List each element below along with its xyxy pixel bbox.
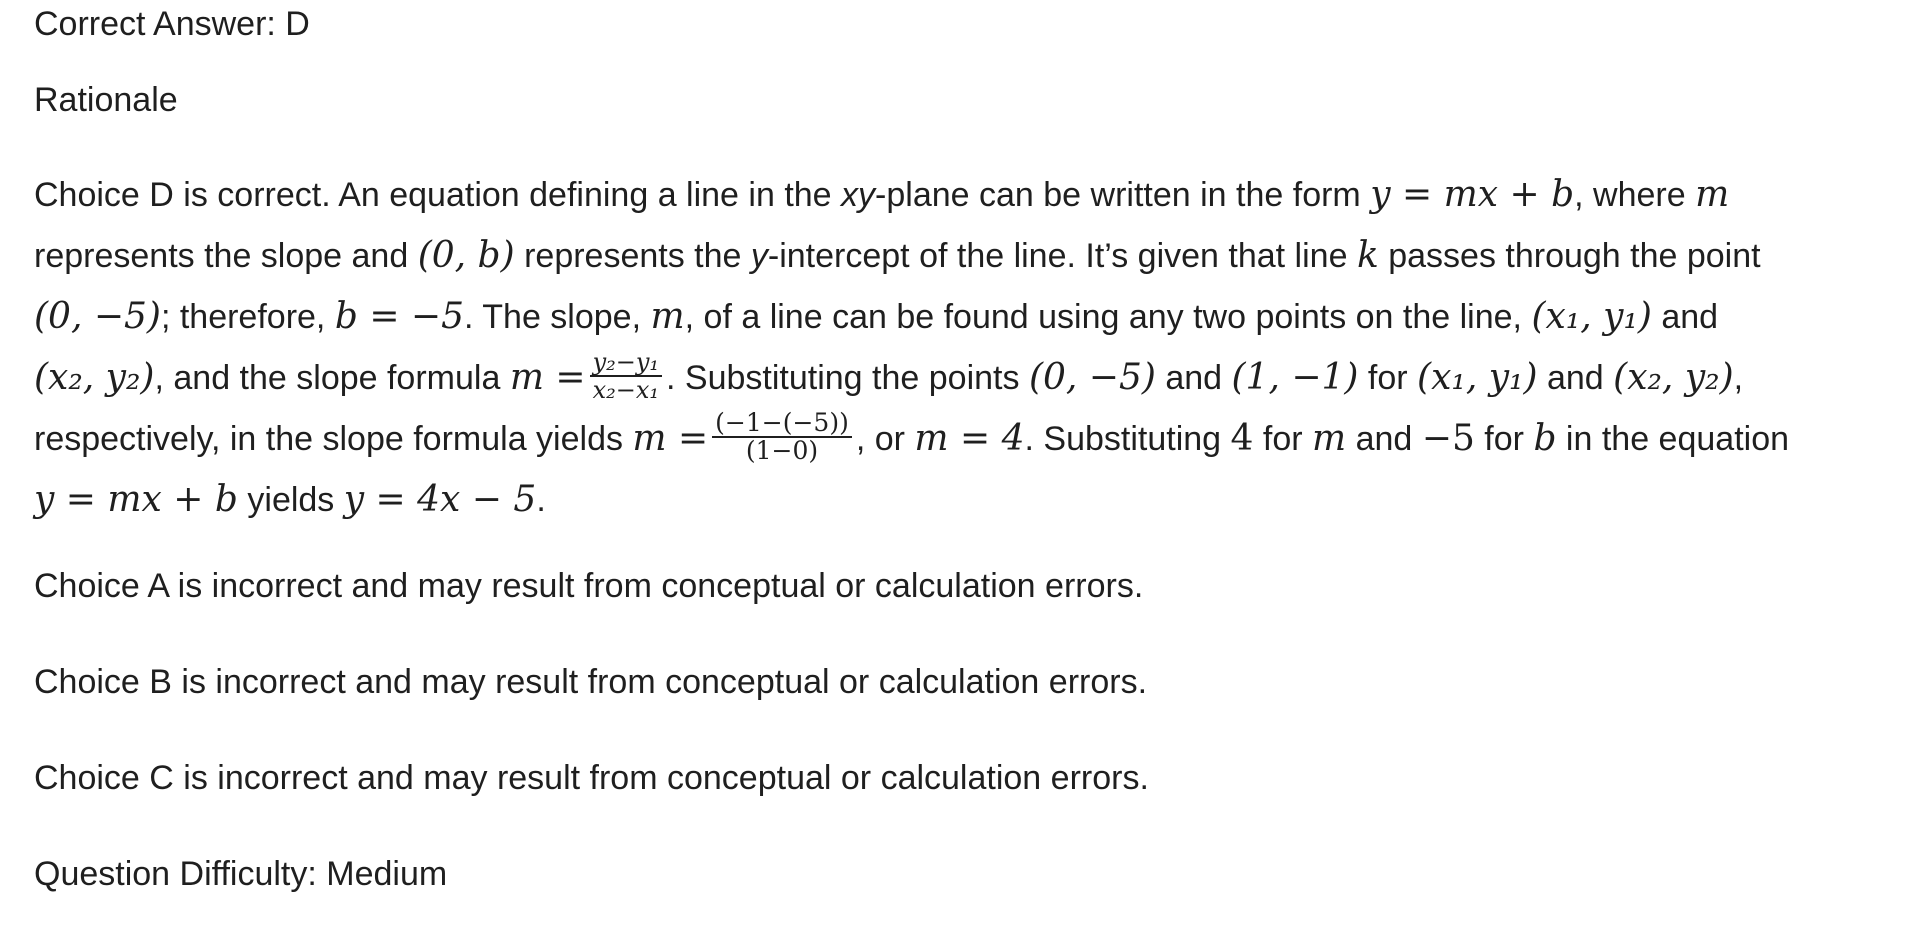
text: Choice D is correct. An equation defining a line in the <box>34 176 842 214</box>
choice-a-explanation: Choice A is incorrect and may result from conceptual or calculation errors. <box>34 567 1144 605</box>
text: for <box>1253 420 1313 458</box>
correct-answer: Correct Answer: D <box>34 5 310 43</box>
fraction-denominator: (1−0) <box>745 436 819 466</box>
text: passes through the point <box>1378 237 1761 275</box>
math-xy: xy <box>841 176 876 214</box>
fraction-numerator: y₂−y₁ <box>590 349 662 377</box>
math-point: (0, −5) <box>1028 357 1156 398</box>
text: -intercept of the line. It’s given that line <box>767 237 1357 275</box>
choice-b-explanation: Choice B is incorrect and may result from conceptual or calculation errors. <box>34 663 1148 701</box>
math-m-equals: m = <box>509 357 586 398</box>
text: and <box>1346 420 1422 458</box>
text: . <box>536 481 546 519</box>
text: . The slope, <box>464 298 651 336</box>
math-k: k <box>1356 235 1379 276</box>
text: for <box>1358 359 1418 397</box>
math-b: b <box>1533 418 1557 459</box>
slope-calculation-fraction <box>712 410 852 464</box>
rationale-line-3 <box>34 290 1894 351</box>
text: . Substituting <box>1024 420 1231 458</box>
math-m: m <box>1312 418 1347 459</box>
text: in the equation <box>1556 420 1790 458</box>
text: for <box>1474 420 1534 458</box>
text: represents the slope and <box>34 237 418 275</box>
text: represents the <box>514 237 751 275</box>
math-intercept-point: (0, b) <box>417 235 515 276</box>
text: and <box>1537 359 1614 397</box>
rationale-line-1 <box>34 168 1894 229</box>
math-m: m <box>650 296 685 337</box>
fraction-numerator: (−1−(−5)) <box>712 410 852 438</box>
question-difficulty: Question Difficulty: Medium <box>34 855 448 893</box>
text: . Substituting the points <box>666 359 1029 397</box>
math-slope-result: m = 4 <box>914 418 1025 459</box>
math-m: m <box>1695 174 1730 215</box>
math-point-2: (x₂, y₂) <box>34 357 155 398</box>
rationale-line-4 <box>34 348 1894 412</box>
choice-c-explanation: Choice C is incorrect and may result from conceptual or calculation errors. <box>34 759 1149 797</box>
text: , of a line can be found using any two points on the line, <box>684 298 1532 336</box>
rationale-heading: Rationale <box>34 81 178 119</box>
text: , <box>1733 359 1744 397</box>
math-point-1: (x₁, y₁) <box>1417 357 1538 398</box>
rationale-line-6 <box>34 473 1894 534</box>
math-point-1: (x₁, y₁) <box>1531 296 1652 337</box>
math-m-equals: m = <box>632 418 709 459</box>
math-final-equation: y = 4x − 5 <box>343 479 537 520</box>
math-b-value: b = −5 <box>334 296 464 337</box>
text: respectively, in the slope formula yields <box>34 420 633 458</box>
text: , and the slope formula <box>154 359 510 397</box>
rationale-paragraph <box>34 168 1894 534</box>
text: , or <box>855 420 915 458</box>
math-point: (0, −5) <box>34 296 161 337</box>
text: and <box>1651 298 1719 336</box>
text: yields <box>237 481 344 519</box>
text: -plane can be written in the form <box>875 176 1371 214</box>
text: and <box>1155 359 1232 397</box>
math-y: y <box>750 237 768 275</box>
text: ; therefore, <box>160 298 335 336</box>
rationale-line-5 <box>34 408 1894 473</box>
text: , where <box>1574 176 1696 214</box>
math-line-form: y = mx + b <box>34 479 238 520</box>
math-point-2: (x₂, y₂) <box>1613 357 1734 398</box>
math-line-form: y = mx + b <box>1370 174 1575 215</box>
slope-formula-fraction <box>590 349 662 403</box>
rationale-line-2 <box>34 229 1894 290</box>
math-point: (1, −1) <box>1231 357 1359 398</box>
math-4: 4 <box>1230 418 1254 459</box>
math-neg5: −5 <box>1421 418 1475 459</box>
fraction-denominator: x₂−x₁ <box>592 376 659 405</box>
